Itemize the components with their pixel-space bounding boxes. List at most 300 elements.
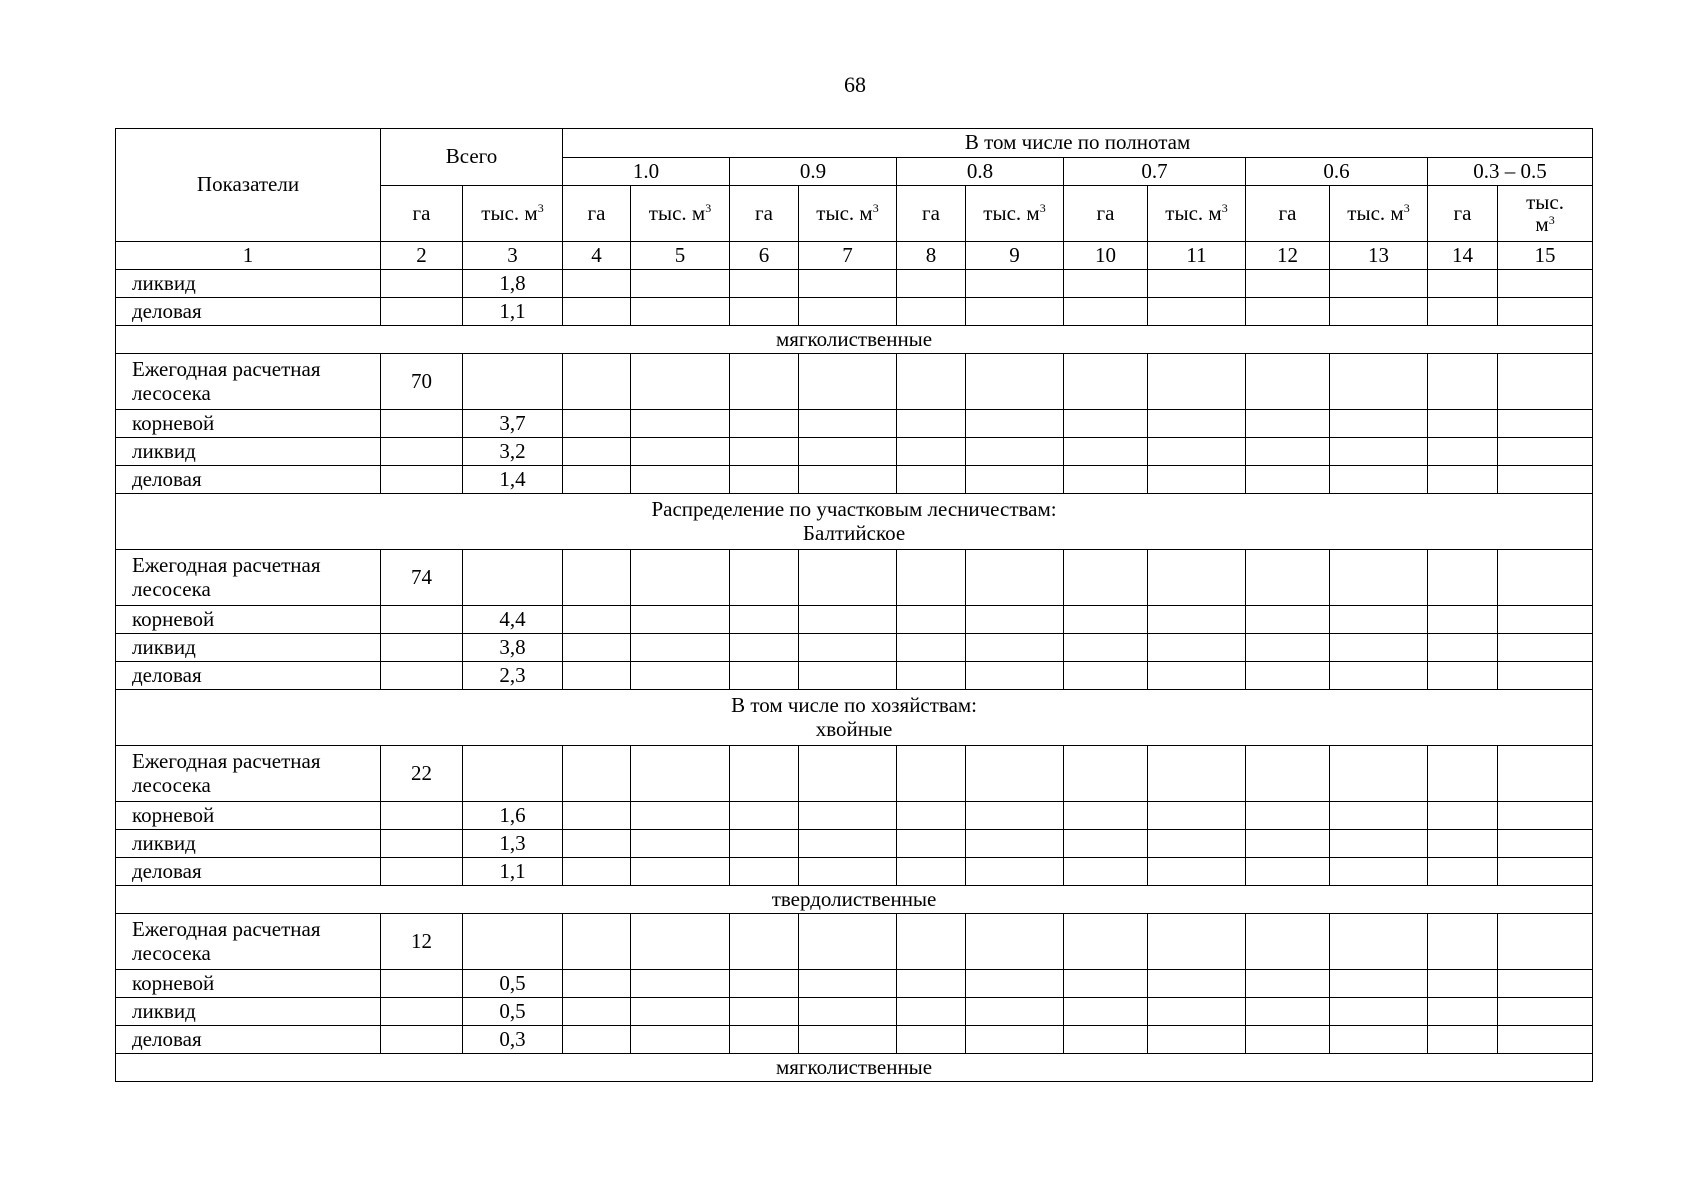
empty-cell	[563, 410, 631, 438]
empty-cell	[1246, 746, 1330, 802]
header-total: Всего	[381, 129, 563, 186]
empty-cell	[1148, 662, 1246, 690]
empty-cell	[1498, 298, 1593, 326]
empty-cell	[897, 410, 966, 438]
empty-cell	[966, 1026, 1064, 1054]
row-label: деловая	[116, 858, 381, 886]
empty-cell	[631, 466, 730, 494]
empty-cell	[563, 270, 631, 298]
empty-cell	[631, 746, 730, 802]
empty-cell	[1330, 1026, 1428, 1054]
table-row	[116, 606, 1593, 634]
empty-cell	[730, 914, 799, 970]
empty-cell	[1148, 466, 1246, 494]
empty-cell	[1428, 858, 1498, 886]
empty-cell	[799, 998, 897, 1026]
empty-cell	[631, 550, 730, 606]
unit-ha: га	[1064, 186, 1148, 242]
empty-cell	[563, 970, 631, 998]
empty-cell	[631, 410, 730, 438]
empty-cell	[799, 354, 897, 410]
empty-cell	[1246, 914, 1330, 970]
empty-cell	[799, 438, 897, 466]
density-0-8: 0.8	[897, 158, 1064, 186]
empty-cell	[1428, 662, 1498, 690]
empty-cell	[1246, 606, 1330, 634]
row-label: ликвид	[116, 438, 381, 466]
empty-cell	[381, 438, 463, 466]
unit-ha: га	[1428, 186, 1498, 242]
empty-cell	[1148, 634, 1246, 662]
cell-ha: 12	[381, 914, 463, 970]
empty-cell	[799, 634, 897, 662]
empty-cell	[1064, 802, 1148, 830]
density-1-0: 1.0	[563, 158, 730, 186]
empty-cell	[631, 662, 730, 690]
empty-cell	[730, 830, 799, 858]
empty-cell	[563, 858, 631, 886]
empty-cell	[730, 998, 799, 1026]
empty-cell	[1246, 802, 1330, 830]
empty-cell	[381, 606, 463, 634]
empty-cell	[1498, 466, 1593, 494]
row-label: деловая	[116, 662, 381, 690]
empty-cell	[1428, 298, 1498, 326]
row-label: Ежегодная расчетная лесосека	[116, 550, 381, 606]
empty-cell	[563, 914, 631, 970]
col-number: 3	[463, 242, 563, 270]
empty-cell	[631, 858, 730, 886]
empty-cell	[966, 606, 1064, 634]
col-number: 15	[1498, 242, 1593, 270]
table-row	[116, 1026, 1593, 1054]
empty-cell	[799, 1026, 897, 1054]
col-number: 12	[1246, 242, 1330, 270]
density-0-3-0-5: 0.3 – 0.5	[1428, 158, 1593, 186]
empty-cell	[1428, 606, 1498, 634]
empty-cell	[381, 634, 463, 662]
empty-cell	[1246, 550, 1330, 606]
empty-cell	[1148, 802, 1246, 830]
section-row	[116, 326, 1593, 354]
empty-cell	[1428, 830, 1498, 858]
empty-cell	[897, 634, 966, 662]
empty-cell	[1148, 606, 1246, 634]
empty-cell	[730, 550, 799, 606]
section-row	[116, 494, 1593, 550]
empty-cell	[1330, 662, 1428, 690]
empty-cell	[1064, 914, 1148, 970]
empty-cell	[1330, 550, 1428, 606]
empty-cell	[1330, 466, 1428, 494]
empty-cell	[1498, 858, 1593, 886]
empty-cell	[799, 298, 897, 326]
empty-cell	[730, 298, 799, 326]
table-row	[116, 438, 1593, 466]
empty-cell	[897, 970, 966, 998]
cell-volume: 3,7	[463, 410, 563, 438]
empty-cell	[1330, 830, 1428, 858]
empty-cell	[1148, 270, 1246, 298]
empty-cell	[563, 298, 631, 326]
empty-cell	[563, 830, 631, 858]
empty-cell	[799, 858, 897, 886]
table-row	[116, 410, 1593, 438]
empty-cell	[631, 830, 730, 858]
empty-cell	[1498, 354, 1593, 410]
cell-volume: 1,3	[463, 830, 563, 858]
empty-cell	[799, 970, 897, 998]
col-number: 14	[1428, 242, 1498, 270]
empty-cell	[1330, 914, 1428, 970]
table-row	[116, 550, 1593, 606]
empty-cell	[799, 662, 897, 690]
empty-cell	[730, 606, 799, 634]
table-row	[116, 914, 1593, 970]
empty-cell	[1498, 970, 1593, 998]
empty-cell	[1064, 438, 1148, 466]
empty-cell	[1148, 998, 1246, 1026]
row-label: деловая	[116, 466, 381, 494]
empty-cell	[799, 914, 897, 970]
col-number: 13	[1330, 242, 1428, 270]
empty-cell	[631, 998, 730, 1026]
empty-cell	[730, 634, 799, 662]
row-label: ликвид	[116, 634, 381, 662]
empty-cell	[1148, 746, 1246, 802]
section-title: В том числе по хозяйствам: хвойные	[116, 690, 1593, 746]
empty-cell	[1064, 858, 1148, 886]
cell-ha: 74	[381, 550, 463, 606]
cell-volume: 3,2	[463, 438, 563, 466]
table-row	[116, 830, 1593, 858]
empty-cell	[1246, 662, 1330, 690]
empty-cell	[563, 606, 631, 634]
cell-volume: 0,3	[463, 1026, 563, 1054]
empty-cell	[1428, 914, 1498, 970]
empty-cell	[897, 914, 966, 970]
row-label: деловая	[116, 1026, 381, 1054]
unit-ha: га	[897, 186, 966, 242]
col-number: 6	[730, 242, 799, 270]
empty-cell	[966, 298, 1064, 326]
empty-cell	[897, 746, 966, 802]
empty-cell	[1330, 746, 1428, 802]
empty-cell	[631, 354, 730, 410]
unit-ha: га	[730, 186, 799, 242]
cell-ha: 70	[381, 354, 463, 410]
col-number: 5	[631, 242, 730, 270]
empty-cell	[897, 270, 966, 298]
row-label: ликвид	[116, 270, 381, 298]
section-row	[116, 1054, 1593, 1082]
empty-cell	[381, 802, 463, 830]
empty-cell	[897, 606, 966, 634]
empty-cell	[1330, 998, 1428, 1026]
empty-cell	[799, 830, 897, 858]
section-row	[116, 690, 1593, 746]
empty-cell	[1064, 662, 1148, 690]
empty-cell	[1246, 466, 1330, 494]
col-number: 7	[799, 242, 897, 270]
empty-cell	[1498, 746, 1593, 802]
empty-cell	[966, 830, 1064, 858]
empty-cell	[463, 746, 563, 802]
empty-cell	[1330, 410, 1428, 438]
empty-cell	[730, 970, 799, 998]
table-row	[116, 466, 1593, 494]
cell-volume: 1,1	[463, 858, 563, 886]
empty-cell	[631, 270, 730, 298]
empty-cell	[966, 970, 1064, 998]
empty-cell	[563, 634, 631, 662]
empty-cell	[1148, 550, 1246, 606]
empty-cell	[381, 298, 463, 326]
empty-cell	[381, 1026, 463, 1054]
empty-cell	[631, 914, 730, 970]
empty-cell	[1246, 998, 1330, 1026]
empty-cell	[799, 606, 897, 634]
empty-cell	[381, 858, 463, 886]
header-indicators: Показатели	[116, 129, 381, 242]
empty-cell	[1330, 970, 1428, 998]
empty-cell	[381, 662, 463, 690]
cell-ha: 22	[381, 746, 463, 802]
section-row	[116, 886, 1593, 914]
empty-cell	[1246, 1026, 1330, 1054]
empty-cell	[1428, 998, 1498, 1026]
empty-cell	[1246, 858, 1330, 886]
empty-cell	[730, 270, 799, 298]
col-number: 2	[381, 242, 463, 270]
unit-ha: га	[381, 186, 463, 242]
empty-cell	[966, 634, 1064, 662]
empty-cell	[730, 662, 799, 690]
col-number: 10	[1064, 242, 1148, 270]
empty-cell	[1246, 970, 1330, 998]
empty-cell	[1064, 970, 1148, 998]
col-number: 11	[1148, 242, 1246, 270]
empty-cell	[799, 410, 897, 438]
unit-volume: тыс. $м^3$	[631, 186, 730, 242]
empty-cell	[381, 998, 463, 1026]
table-row	[116, 802, 1593, 830]
empty-cell	[1246, 634, 1330, 662]
empty-cell	[1498, 606, 1593, 634]
empty-cell	[1246, 270, 1330, 298]
row-label: деловая	[116, 298, 381, 326]
forest-data-table	[115, 128, 1593, 1082]
table-row	[116, 746, 1593, 802]
empty-cell	[1428, 466, 1498, 494]
empty-cell	[730, 410, 799, 438]
empty-cell	[381, 410, 463, 438]
empty-cell	[897, 354, 966, 410]
row-label: корневой	[116, 606, 381, 634]
empty-cell	[1148, 858, 1246, 886]
section-title: мягколиственные	[116, 326, 1593, 354]
section-title: Распределение по участковым лесничествам: Балтийское	[116, 494, 1593, 550]
empty-cell	[1498, 998, 1593, 1026]
empty-cell	[1330, 354, 1428, 410]
empty-cell	[1148, 914, 1246, 970]
empty-cell	[1498, 802, 1593, 830]
empty-cell	[1498, 1026, 1593, 1054]
empty-cell	[1428, 970, 1498, 998]
empty-cell	[966, 802, 1064, 830]
empty-cell	[966, 550, 1064, 606]
empty-cell	[1498, 830, 1593, 858]
empty-cell	[1148, 438, 1246, 466]
empty-cell	[1246, 298, 1330, 326]
empty-cell	[631, 802, 730, 830]
empty-cell	[563, 746, 631, 802]
empty-cell	[799, 746, 897, 802]
unit-volume: тыс. $м^3$	[799, 186, 897, 242]
empty-cell	[730, 354, 799, 410]
empty-cell	[631, 970, 730, 998]
col-number: 9	[966, 242, 1064, 270]
empty-cell	[631, 1026, 730, 1054]
empty-cell	[799, 270, 897, 298]
empty-cell	[563, 998, 631, 1026]
empty-cell	[897, 998, 966, 1026]
empty-cell	[563, 438, 631, 466]
col-number: 8	[897, 242, 966, 270]
empty-cell	[1498, 410, 1593, 438]
empty-cell	[1246, 438, 1330, 466]
empty-cell	[563, 1026, 631, 1054]
empty-cell	[463, 550, 563, 606]
empty-cell	[1428, 634, 1498, 662]
empty-cell	[966, 466, 1064, 494]
empty-cell	[966, 662, 1064, 690]
empty-cell	[1498, 438, 1593, 466]
empty-cell	[1330, 802, 1428, 830]
cell-volume: 2,3	[463, 662, 563, 690]
empty-cell	[463, 914, 563, 970]
empty-cell	[1498, 662, 1593, 690]
unit-ha: га	[563, 186, 631, 242]
empty-cell	[1246, 410, 1330, 438]
empty-cell	[1428, 802, 1498, 830]
empty-cell	[1428, 438, 1498, 466]
section-title: мягколиственные	[116, 1054, 1593, 1082]
empty-cell	[563, 802, 631, 830]
empty-cell	[1064, 466, 1148, 494]
empty-cell	[1064, 830, 1148, 858]
row-label: Ежегодная расчетная лесосека	[116, 746, 381, 802]
table-row	[116, 634, 1593, 662]
empty-cell	[897, 802, 966, 830]
empty-cell	[1498, 270, 1593, 298]
empty-cell	[966, 746, 1064, 802]
empty-cell	[897, 1026, 966, 1054]
empty-cell	[1330, 858, 1428, 886]
empty-cell	[1148, 410, 1246, 438]
empty-cell	[730, 1026, 799, 1054]
empty-cell	[1428, 746, 1498, 802]
empty-cell	[1064, 1026, 1148, 1054]
empty-cell	[1148, 830, 1246, 858]
unit-volume: тыс. $м^3$	[1330, 186, 1428, 242]
empty-cell	[1428, 270, 1498, 298]
unit-volume-stacked: тыс. $м^3$	[1498, 186, 1593, 242]
empty-cell	[381, 270, 463, 298]
row-label: ликвид	[116, 998, 381, 1026]
empty-cell	[1428, 410, 1498, 438]
empty-cell	[1148, 1026, 1246, 1054]
empty-cell	[563, 354, 631, 410]
empty-cell	[897, 438, 966, 466]
empty-cell	[381, 830, 463, 858]
cell-volume: 1,4	[463, 466, 563, 494]
empty-cell	[799, 466, 897, 494]
empty-cell	[1428, 354, 1498, 410]
table-row	[116, 858, 1593, 886]
cell-volume: 1,6	[463, 802, 563, 830]
empty-cell	[1064, 298, 1148, 326]
empty-cell	[1148, 354, 1246, 410]
empty-cell	[897, 550, 966, 606]
header-by-density: В том числе по полнотам	[563, 129, 1593, 158]
empty-cell	[631, 438, 730, 466]
empty-cell	[463, 354, 563, 410]
row-label: корневой	[116, 970, 381, 998]
empty-cell	[1064, 410, 1148, 438]
density-0-7: 0.7	[1064, 158, 1246, 186]
empty-cell	[1330, 634, 1428, 662]
table-row	[116, 270, 1593, 298]
col-number: 1	[116, 242, 381, 270]
table-row	[116, 970, 1593, 998]
density-0-6: 0.6	[1246, 158, 1428, 186]
empty-cell	[966, 914, 1064, 970]
empty-cell	[799, 802, 897, 830]
cell-volume: 0,5	[463, 998, 563, 1026]
empty-cell	[966, 438, 1064, 466]
row-label: корневой	[116, 802, 381, 830]
section-title: твердолиственные	[116, 886, 1593, 914]
row-label: корневой	[116, 410, 381, 438]
empty-cell	[1064, 746, 1148, 802]
empty-cell	[966, 858, 1064, 886]
empty-cell	[1498, 550, 1593, 606]
row-label: Ежегодная расчетная лесосека	[116, 354, 381, 410]
header-row-1	[116, 129, 1593, 158]
col-number: 4	[563, 242, 631, 270]
empty-cell	[730, 802, 799, 830]
empty-cell	[799, 550, 897, 606]
empty-cell	[381, 970, 463, 998]
empty-cell	[1330, 438, 1428, 466]
empty-cell	[1498, 914, 1593, 970]
empty-cell	[381, 466, 463, 494]
empty-cell	[631, 606, 730, 634]
column-numbers-row	[116, 242, 1593, 270]
density-0-9: 0.9	[730, 158, 897, 186]
empty-cell	[897, 662, 966, 690]
empty-cell	[897, 858, 966, 886]
empty-cell	[1064, 354, 1148, 410]
empty-cell	[1246, 830, 1330, 858]
empty-cell	[897, 830, 966, 858]
empty-cell	[1148, 298, 1246, 326]
empty-cell	[1148, 970, 1246, 998]
cell-volume: 0,5	[463, 970, 563, 998]
row-label: Ежегодная расчетная лесосека	[116, 914, 381, 970]
row-label: ликвид	[116, 830, 381, 858]
